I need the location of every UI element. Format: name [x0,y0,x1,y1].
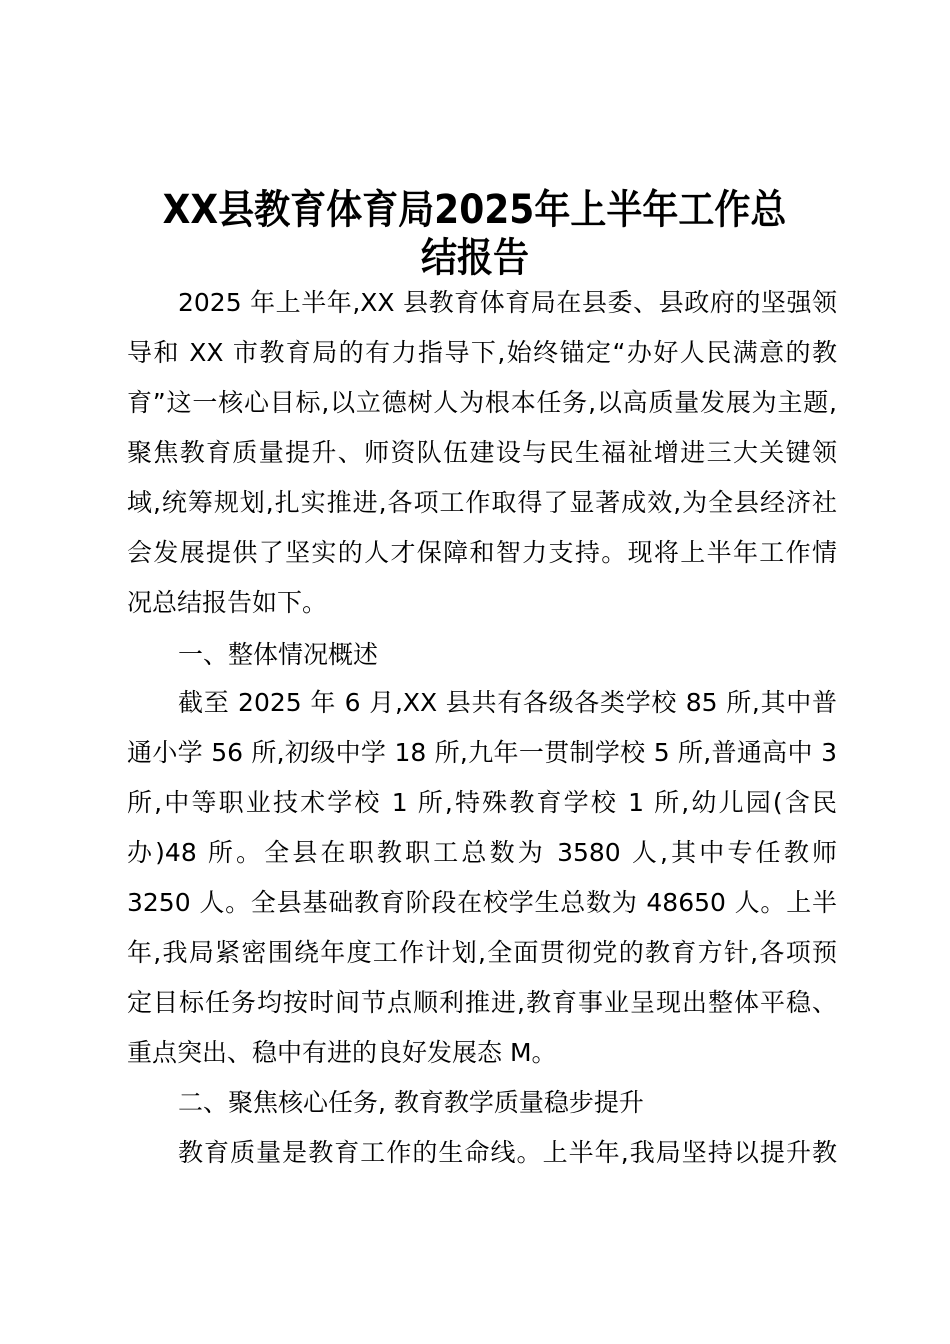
section-1-paragraph-line: 3250 人。全县基础教育阶段在校学生总数为 48650 人。上半 [127,888,837,917]
section-1-paragraph-line: 所,中等职业技术学校 1 所,特殊教育学校 1 所,幼儿园(含民 [127,788,837,817]
section-1-paragraph-line: 通小学 56 所,初级中学 18 所,九年一贯制学校 5 所,普通高中 3 [127,738,837,767]
intro-paragraph-line: 域,统筹规划,扎实推进,各项工作取得了显著成效,为全县经济社 [127,488,837,517]
intro-paragraph-line: 会发展提供了坚实的人才保障和智力支持。现将上半年工作情 [127,538,837,567]
intro-paragraph-line: 导和 XX 市教育局的有力指导下,始终锚定“办好人民满意的教 [127,338,837,367]
section-1-paragraph-line: 定目标任务均按时间节点顺利推进,教育事业呈现出整体平稳、 [127,988,837,1017]
intro-paragraph-line: 育”这一核心目标,以立德树人为根本任务,以高质量发展为主题, [127,388,837,417]
section-1-heading: 一、整体情况概述 [178,640,379,669]
section-1-paragraph-line: 截至 2025 年 6 月,XX 县共有各级各类学校 85 所,其中普 [178,688,837,717]
section-1-paragraph-line: 重点突出、稳中有进的良好发展态 M。 [127,1038,557,1067]
intro-paragraph-line: 况总结报告如下。 [127,588,328,617]
document-title-line-2: 结报告 [421,235,529,281]
section-1-paragraph-line: 办)48 所。全县在职教职工总数为 3580 人,其中专任教师 [127,838,837,867]
section-2-paragraph-line: 教育质量是教育工作的生命线。上半年,我局坚持以提升教 [178,1138,837,1167]
intro-paragraph-line: 聚焦教育质量提升、师资队伍建设与民生福祉增进三大关键领 [127,438,837,467]
section-1-paragraph-line: 年,我局紧密围绕年度工作计划,全面贯彻党的教育方针,各项预 [127,938,837,967]
intro-paragraph-line: 2025 年上半年,XX 县教育体育局在县委、县政府的坚强领 [178,288,837,317]
section-2-heading: 二、聚焦核心任务, 教育教学质量稳步提升 [178,1088,644,1117]
document-title-line-1: XX县教育体育局2025年上半年工作总 [163,187,787,233]
